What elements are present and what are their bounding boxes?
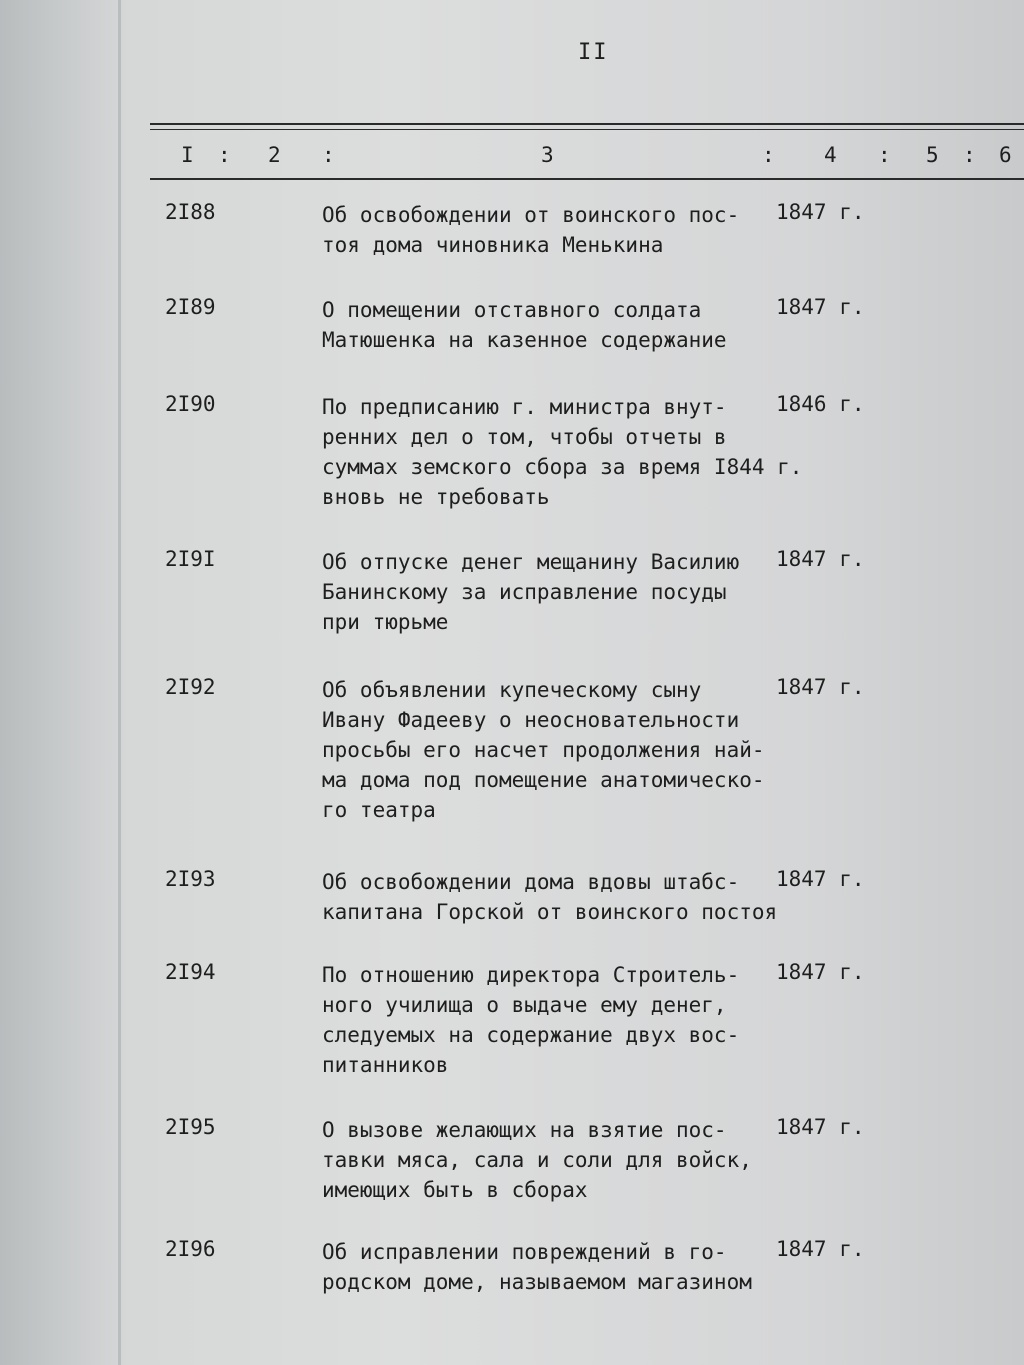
entry-number: 2I96 — [165, 1237, 216, 1261]
entry-text-line: ма дома под помещение анатомическо- — [322, 768, 765, 792]
entry-text-line: Банинскому за исправление посуды — [322, 580, 727, 604]
entry-text-line: следуемых на содержание двух вос- — [322, 1023, 740, 1047]
entry-year: 1847 г. — [776, 960, 865, 984]
header-rule-bottom — [150, 178, 1024, 180]
entry-number: 2I89 — [165, 295, 216, 319]
entry-text-line: имеющих быть в сборах — [322, 1178, 588, 1202]
entry-year: 1847 г. — [776, 1115, 865, 1139]
entry-number: 2I92 — [165, 675, 216, 699]
entry-year: 1847 г. — [776, 295, 865, 319]
column-header-3: 3 — [541, 143, 554, 167]
entry-description — [322, 1237, 777, 1297]
entry-year: 1847 г. — [776, 1237, 865, 1261]
entry-text-line: По отношению директора Строитель- — [322, 963, 740, 987]
page-edge-shadow — [118, 0, 121, 1365]
entry-text-line: По предписанию г. министра внут- — [322, 395, 727, 419]
entry-text-line: капитана Горской от воинского постоя — [322, 900, 778, 924]
entry-text-line: Об освобождении дома вдовы штабс- — [322, 870, 740, 894]
entry-number: 2I9I — [165, 547, 216, 571]
entry-text-line: при тюрьме — [322, 610, 449, 634]
entry-text-line: Об исправлении повреждений в го- — [322, 1240, 727, 1264]
column-header-separator: : — [878, 143, 891, 167]
entry-description — [322, 295, 777, 355]
entry-text-line: Об освобождении от воинского пос- — [322, 203, 740, 227]
column-header-separator: : — [218, 143, 231, 167]
column-header-5: 5 — [926, 143, 939, 167]
entry-text-line: тоя дома чиновника Менькина — [322, 233, 664, 257]
entry-text-line: О помещении отставного солдата — [322, 298, 702, 322]
entry-text-line: го театра — [322, 798, 436, 822]
entry-text-line: ренних дел о том, чтобы отчеты в — [322, 425, 727, 449]
entry-number: 2I94 — [165, 960, 216, 984]
entry-text-line: Об отпуске денег мещанину Василию — [322, 550, 740, 574]
entry-text-line: Об объявлении купеческому сыну — [322, 678, 702, 702]
entry-year: 1846 г. — [776, 392, 865, 416]
page-number: II — [578, 40, 609, 65]
entry-text-line: тавки мяса, сала и соли для войск, — [322, 1148, 752, 1172]
entry-year: 1847 г. — [776, 547, 865, 571]
entry-description — [322, 867, 777, 927]
entry-description — [322, 1115, 777, 1205]
entry-text-line: О вызове желающих на взятие пос- — [322, 1118, 727, 1142]
entry-description — [322, 675, 777, 825]
header-rule-top — [150, 123, 1024, 125]
entry-description — [322, 547, 777, 637]
entry-text-line: вновь не требовать — [322, 485, 550, 509]
column-header-separator: : — [322, 143, 335, 167]
column-header-2: 2 — [268, 143, 281, 167]
column-header-1: I — [181, 143, 194, 167]
header-rule-top-inner — [150, 129, 1024, 130]
entry-year: 1847 г. — [776, 675, 865, 699]
entry-number: 2I90 — [165, 392, 216, 416]
column-header-6: 6 — [999, 143, 1012, 167]
entry-text-line: Ивану Фадееву о неосновательности — [322, 708, 740, 732]
entry-number: 2I95 — [165, 1115, 216, 1139]
entry-text-line: родском доме, называемом магазином — [322, 1270, 752, 1294]
entry-text-line: Матюшенка на казенное содержание — [322, 328, 727, 352]
entry-description — [322, 200, 777, 260]
entry-text-line: ного училища о выдаче ему денег, — [322, 993, 727, 1017]
entry-text-line: просьбы его насчет продолжения най- — [322, 738, 765, 762]
column-header-4: 4 — [824, 143, 837, 167]
entry-year: 1847 г. — [776, 200, 865, 224]
entry-text-line: суммах земского сбора за время I844 г. — [322, 455, 803, 479]
column-header-separator: : — [762, 143, 775, 167]
column-header-separator: : — [963, 143, 976, 167]
entry-number: 2I88 — [165, 200, 216, 224]
entry-description — [322, 960, 777, 1080]
entry-text-line: питанников — [322, 1053, 449, 1077]
entry-number: 2I93 — [165, 867, 216, 891]
entry-description — [322, 392, 803, 512]
entry-year: 1847 г. — [776, 867, 865, 891]
